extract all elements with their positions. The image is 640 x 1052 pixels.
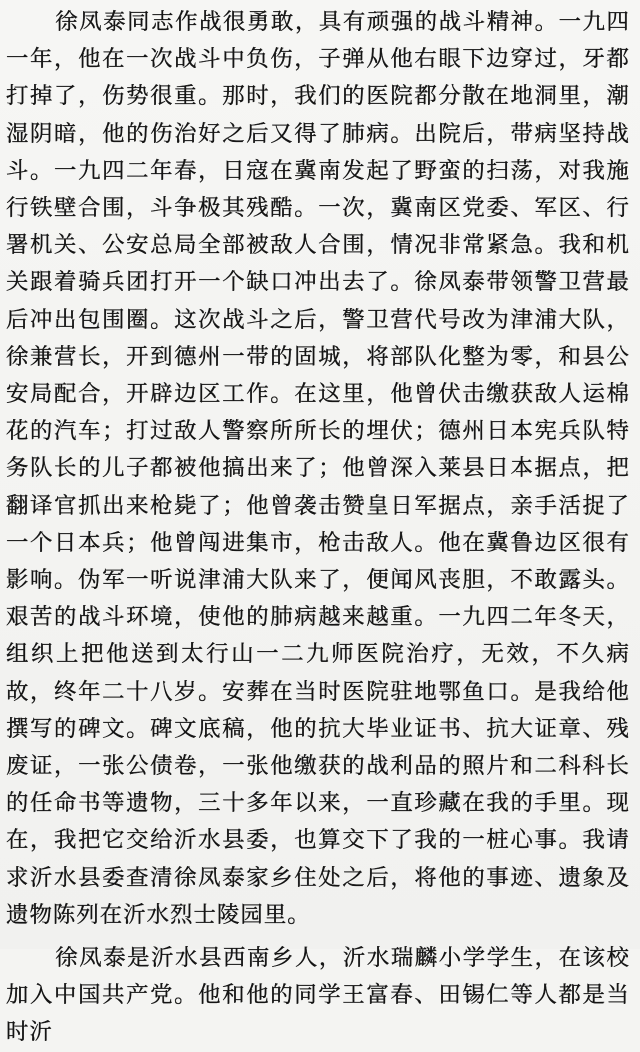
paragraph-2: 徐凤泰是沂水县西南乡人，沂水瑞麟小学学生，在该校加入中国共产党。他和他的同学王富春、田锡仁等人都是当时沂 <box>6 945 630 1046</box>
paragraph-1: 徐凤泰同志作战很勇敢，具有顽强的战斗精神。一九四一年，他在一次战斗中负伤，子弹从他右眼下边穿过，牙都打掉了，伤势很重。那时，我们的医院都分散在地洞里，潮湿阴暗，他的伤治好之后又得了肺病。出院后，带病坚持战斗。一九四二年春，日寇在冀南发起了野蛮的扫荡，对我施行铁壁合围，斗争极其残酷。一次，冀南区党委、军区、行署机关、公安总局全部被敌人合围，情况非常紧急。我和机关跟着骑兵团打开一个缺口冲出去了。徐凤泰带领警卫营最后冲出包围圈。这次战斗之后，警卫营代号改为津浦大队，徐兼营长，开到德州一带的固城，将部队化整为零，和县公安局配合，开辟边区工作。在这里，他曾伏击缴获敌人运棉花的汽车；打过敌人警察所所长的埋伏；德州日本宪兵队特务队长的儿子都被他搞出来了；他曾深入莱县日本据点，把翻译官抓出来枪毙了；他曾袭击赞皇日军据点，亲手活捉了一个日本兵；他曾闯进集市，枪击敌人。他在冀鲁边区很有影响。伪军一听说津浦大队来了，便闻风丧胆，不敢露头。艰苦的战斗环境，使他的肺病越来越重。一九四二年冬天，组织上把他送到太行山一二九师医院治疗，无效，不久病故，终年二十八岁。安葬在当时医院驻地鄂鱼口。是我给他撰写的碑文。碑文底稿，他的抗大毕业证书、抗大证章、残废证，一张公债卷，一张他缴获的战利品的照片和二科科长的任命书等遗物，三十多年以来，一直珍藏在我的手里。现在，我把它交给沂水县委，也算交下了我的一桩心事。我请求沂水县委查清徐凤泰家乡住处之后，将他的事迹、遗象及遗物陈列在沂水烈士陵园里。 <box>6 9 630 928</box>
body-text <box>6 4 630 1052</box>
